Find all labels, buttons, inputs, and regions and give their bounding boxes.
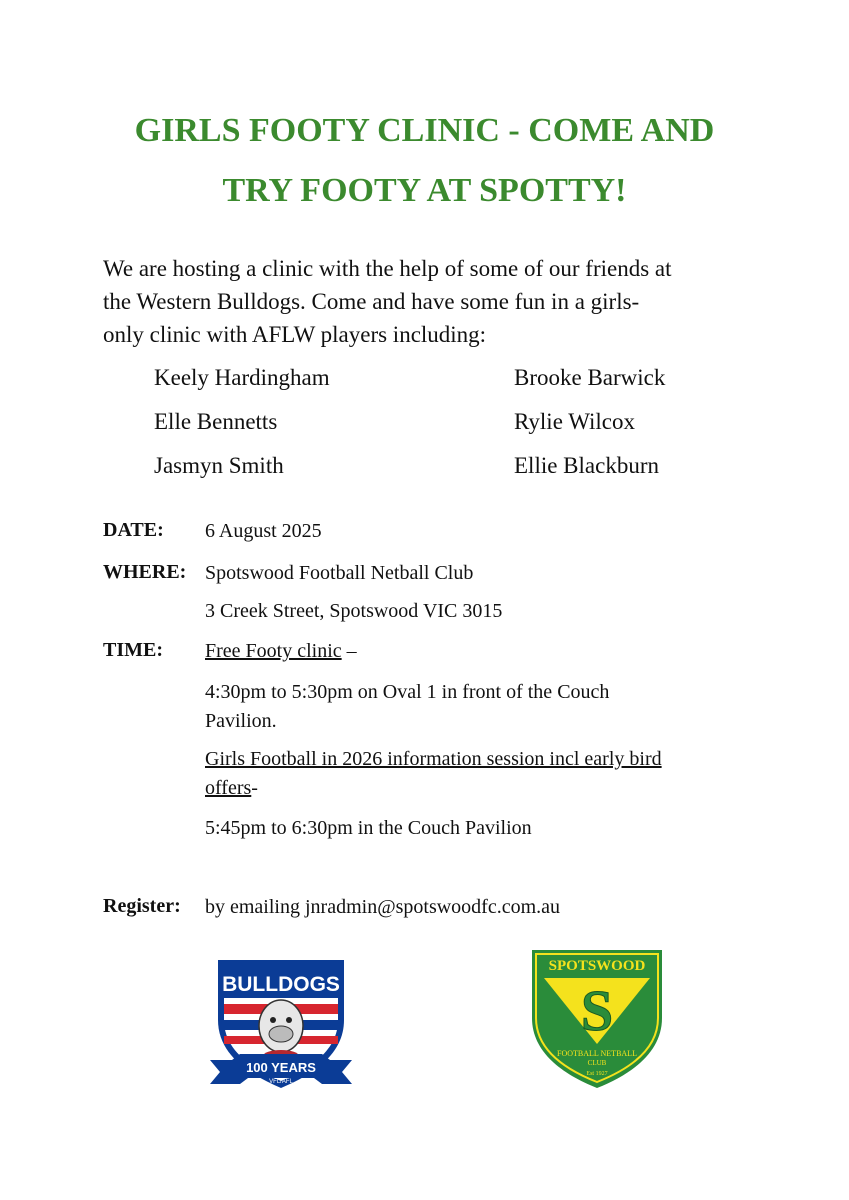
bulldogs-banner-text: 100 YEARS [246,1060,316,1075]
info-dash: - [251,777,258,799]
bulldogs-wordmark: BULLDOGS [222,973,340,996]
where-venue: Spotswood Football Netball Club [205,562,474,584]
player-list [154,356,754,488]
date-label: DATE: [103,519,164,541]
clinic-time-line-1: 4:30pm to 5:30pm on Oval 1 in front of the Couch [205,681,610,703]
time-label: TIME: [103,639,163,661]
spotswood-sub-2: CLUB [587,1059,607,1067]
player-name: Elle Bennetts [154,409,278,434]
clinic-heading [205,637,765,666]
register-value: by emailing jnradmin@spotswoodfc.com.au [205,896,561,918]
spotswood-s-letter: S [580,978,614,1043]
intro-line-3: only clinic with AFLW players including: [103,322,487,347]
intro-line-1: We are hosting a clinic with the help of some of our friends at [103,256,672,281]
player-name: Rylie Wilcox [514,409,636,434]
date-value: 6 August 2025 [205,520,322,542]
info-title-line-2: offers [205,777,252,799]
page-title [60,101,789,221]
title-line-1: GIRLS FOOTY CLINIC - COME AND [134,112,715,149]
player-name: Brooke Barwick [514,365,666,390]
bulldogs-logo [210,956,352,1096]
clinic-dash: – [341,640,357,662]
player-name: Keely Hardingham [154,365,330,390]
where-address: 3 Creek Street, Spotswood VIC 3015 [205,600,503,622]
info-session-time: 5:45pm to 6:30pm in the Couch Pavilion [205,817,532,839]
clinic-time [205,678,765,736]
info-session-heading [205,745,765,803]
spotswood-logo [530,948,664,1090]
info-title-line-1: Girls Football in 2026 information session incl early bird [205,748,662,770]
player-name: Jasmyn Smith [154,453,284,478]
register-label: Register: [103,895,181,917]
spotswood-sub-1: FOOTBALL NETBALL [557,1049,637,1058]
spotswood-wordmark: SPOTSWOOD [548,958,646,974]
title-line-2: TRY FOOTY AT SPOTTY! [222,172,627,209]
player-name: Ellie Blackburn [514,453,659,478]
where-label: WHERE: [103,561,187,583]
clinic-title: Free Footy clinic [205,640,342,662]
clinic-time-line-2: Pavilion. [205,710,277,732]
intro-paragraph [103,252,763,351]
intro-line-2: the Western Bulldogs. Come and have some fun in a girls- [103,289,640,314]
bulldogs-sub-text: VFL/AFL [269,1079,293,1085]
spotswood-est: Est 1927 [586,1071,608,1077]
